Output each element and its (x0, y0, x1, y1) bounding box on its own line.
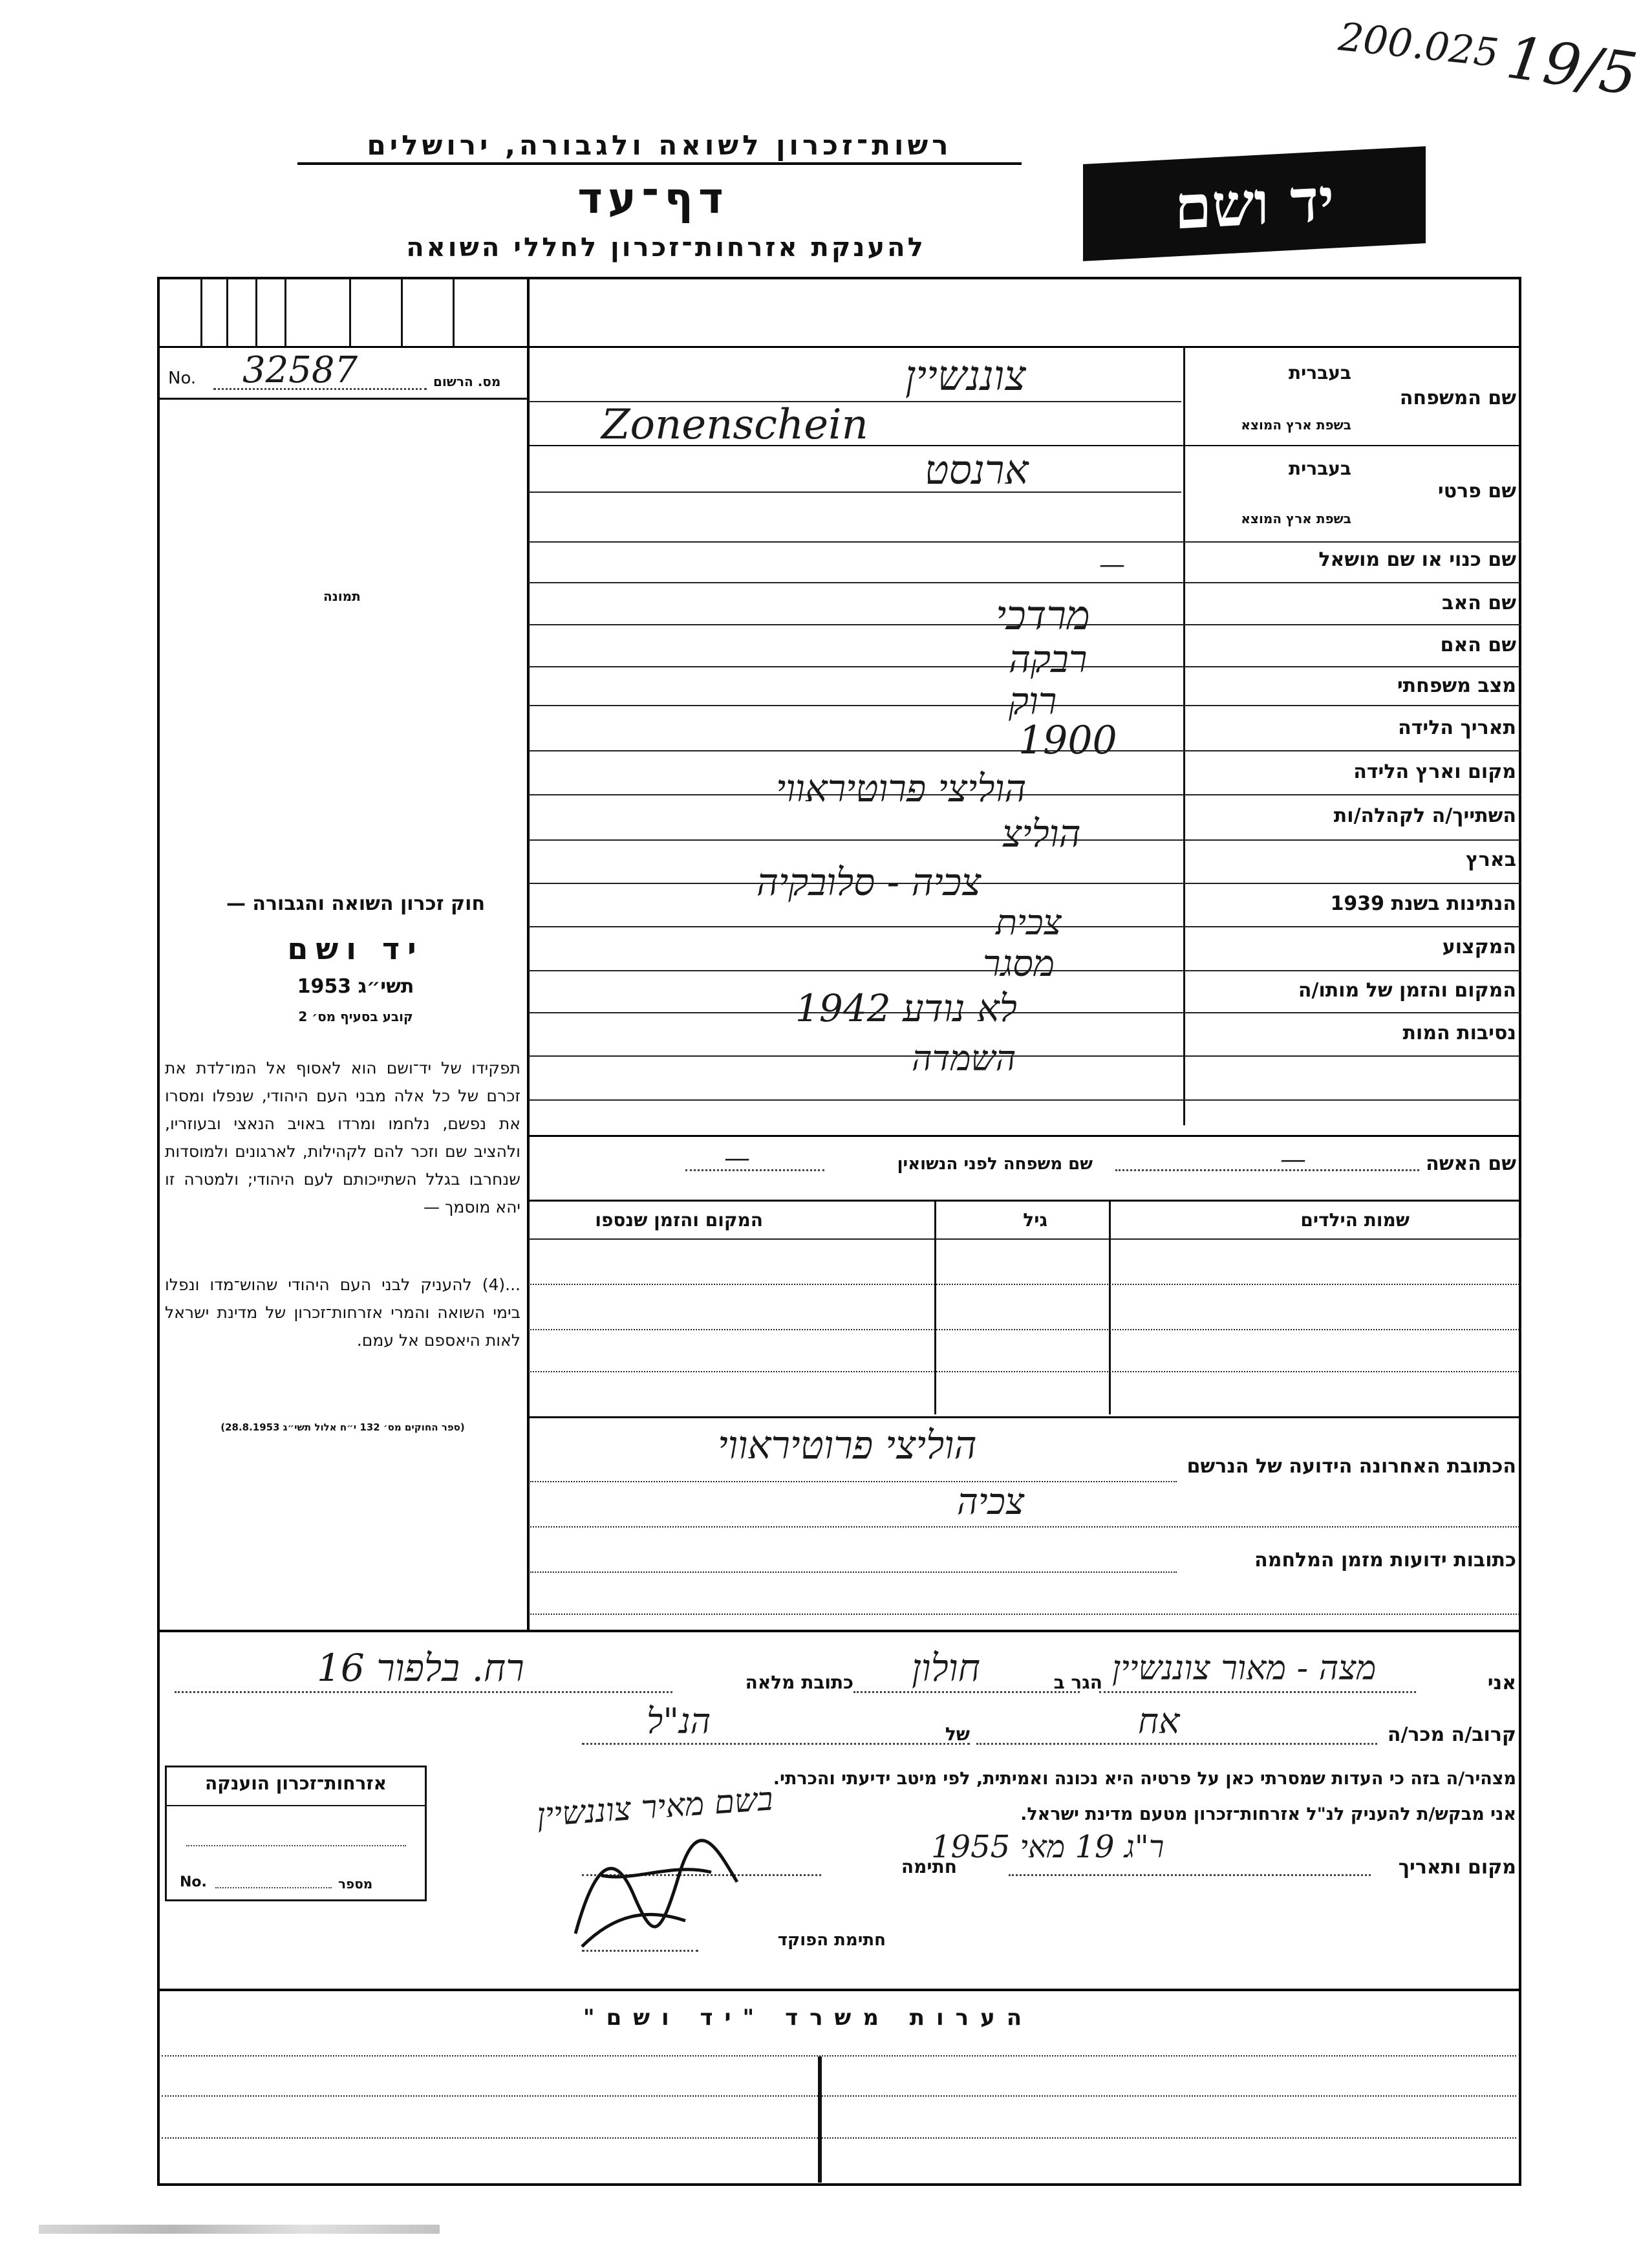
law-paragraph-2: ...(4) להעניק לבני העם היהודי שהוש־מדו ונפלו בימי השואה והמרי אזרחות־זכרון של מדינת ישראל לאות היאספם אל עמם. (165, 1275, 520, 1350)
row-line (528, 582, 1521, 583)
death-circumstances-label: נסיבות המות (1402, 1022, 1516, 1044)
nickname-value: — (1099, 550, 1125, 579)
community-label: השתייך/ה לקהלה/ות (1333, 805, 1516, 827)
notes-line (162, 2137, 1516, 2139)
declarant-street: רח. בלפור 16 (317, 1646, 524, 1690)
row-line (528, 1099, 1521, 1101)
declaration-text: מצהיר/ה בזה כי העדות שמסרתי כאן על פרטיה היא נכונה ואמיתית, לפי מיטב ידיעתי והכרתי. (773, 1769, 1516, 1789)
declarant-name: מצה - מאור צוננשיין (1112, 1649, 1377, 1688)
surname-country-label: בשפת ארץ המוצא (1241, 417, 1351, 433)
row-line (157, 1989, 1521, 1991)
relation-value: אח (1138, 1701, 1180, 1742)
country-label: בארץ (1465, 848, 1516, 871)
address-line (530, 1481, 1177, 1482)
row-line (528, 1371, 1521, 1372)
address-line (530, 1526, 1519, 1528)
firstname-label: שם פרטי (1437, 480, 1516, 502)
relation-of-dots (582, 1743, 970, 1745)
registration-label: מס. הרשום (433, 374, 501, 389)
label-column-divider (1183, 346, 1185, 1125)
row-line (528, 1238, 1521, 1240)
registration-bottom (157, 398, 528, 400)
place-date-label: מקום ותאריך (1398, 1856, 1516, 1879)
row-line (528, 1055, 1521, 1057)
registration-no-label: No. (168, 369, 197, 388)
wife-dots (1115, 1169, 1419, 1171)
relation-label: קרוב/ה מכר/ה (1387, 1723, 1516, 1746)
row-line (528, 1329, 1521, 1330)
citizenship-value: צכית (996, 902, 1062, 943)
citizenship-granted-title: אזרחות־זכרון הוענקה (205, 1773, 387, 1794)
row-line (528, 491, 1181, 493)
birthplace-label: מקום וארץ הלידה (1353, 761, 1516, 783)
country-value: צכיה - סלובקיה (756, 860, 981, 904)
surname-label: שם המשפחה (1399, 387, 1516, 409)
death-place-time-label: המקום והזמן של מותו/ה (1298, 979, 1516, 1002)
death-place-time-value: לא נודע 1942 (795, 986, 1017, 1030)
row-line (528, 1284, 1521, 1285)
birthdate-label: תאריך הלידה (1398, 717, 1516, 739)
row-line (528, 1012, 1521, 1013)
officer-signature-dots (582, 1950, 698, 1952)
left-column-divider (527, 278, 530, 1630)
citizenship-1939-label: הנתינות בשנת 1939 (1330, 892, 1516, 915)
firstname-country-label: בשפת ארץ המוצא (1241, 511, 1351, 526)
law-paragraph-1: תפקידו של יד־ושם הוא לאסוף אל המו־לדת את זכרם של כל אלה מבני העם היהודי, שנפלו ומסרו את נפשם, נלחמו ומרדו באויב הנאצי ובעוזריו, ולהציב שם וזכר להם לקהילות, לארגונים ולמוסדות שנחרבו בגלל השתייכותם לעם היהודי; ולמטרה זו יהא מוסמך — (165, 1059, 520, 1216)
birthplace-value: הוליצי פרוטיראווי (776, 766, 1027, 810)
officer-signature-label: חתימת הפוקד (777, 1930, 886, 1950)
row-line (528, 883, 1521, 884)
law-section: קובע בסעיף מס׳ 2 (298, 1009, 413, 1024)
top-strip-tick (200, 278, 202, 346)
declarant-signature (556, 1837, 769, 1960)
place-date-value: ר"ג 19 מאי 1955 (931, 1829, 1164, 1865)
firstname-hebrew-label: בעברית (1288, 458, 1351, 479)
maiden-dots (685, 1169, 824, 1171)
corner-archive-number: 200.025 (1336, 14, 1501, 76)
citizenship-number-label: מספר (338, 1876, 373, 1892)
last-address-line2: צכיה (957, 1481, 1025, 1523)
surname-hebrew-value: צוננשיין (905, 352, 1026, 400)
maiden-name-label: שם משפחה לפני הנשואין (897, 1154, 1093, 1174)
law-footnote: (ספר החוקים מס׳ 132 י״ח אלול תשי״ג 28.8.1953) (220, 1421, 465, 1433)
relation-of-label: של (945, 1723, 970, 1745)
last-address-label: הכתובת האחרונה הידועה של הנרשם (1186, 1455, 1516, 1478)
citizenship-no-label: No. (180, 1874, 207, 1890)
place-date-dots (1009, 1874, 1371, 1876)
children-col-divider (1109, 1201, 1111, 1414)
top-strip-tick (401, 278, 403, 346)
notes-line (162, 2095, 1516, 2097)
nickname-label: שם כנוי או שם מושאל (1318, 548, 1516, 571)
row-line (157, 1630, 1521, 1632)
declarant-resident-label: הגר ב (1053, 1672, 1102, 1693)
relation-dots (976, 1743, 1377, 1745)
top-strip-tick (284, 278, 286, 346)
row-line (528, 1135, 1521, 1137)
surname-latin-value: Zonenschein (601, 401, 868, 449)
wife-label: שם האשה (1426, 1152, 1516, 1175)
maiden-name-value: — (724, 1143, 750, 1173)
top-strip-tick (226, 278, 228, 346)
corner-mark: 19/5 (1502, 23, 1641, 109)
firstname-hebrew-value: ארנסט (925, 446, 1029, 493)
wartime-address-label: כתובות ידועות מזמן המלחמה (1254, 1549, 1516, 1571)
authority-heading: רשות־זכרון לשואה ולגבורה, ירושלים (297, 129, 1022, 165)
top-strip-bottom (157, 346, 1521, 348)
form-subtitle: להענקת אזרחות־זכרון לחללי השואה (406, 233, 926, 263)
yad-vashem-logo (1083, 146, 1426, 261)
address-line (530, 1614, 1519, 1615)
top-strip-tick (255, 278, 257, 346)
mother-label: שם האם (1440, 634, 1516, 656)
children-age-header: גיל (1023, 1209, 1047, 1231)
community-value: הוליצ (1002, 812, 1081, 856)
birthdate-value: 1900 (1018, 718, 1117, 763)
logo-text: יד ושם (1174, 164, 1335, 243)
wife-value: — (1280, 1145, 1306, 1174)
marital-status-label: מצב משפחתי (1397, 675, 1516, 697)
law-year: תשי״ג 1953 (297, 975, 414, 998)
request-text: אני מבקש/ת להעניק לנ"ל אזרחות־זכרון מטעם מדינת ישראל. (1020, 1804, 1516, 1824)
notes-divider (818, 2057, 822, 2183)
photo-label: תמונה (323, 589, 361, 604)
relation-of-value: הנ"ל (647, 1701, 711, 1742)
mother-value: רבקה (1009, 637, 1088, 681)
profession-label: המקצוע (1442, 936, 1516, 958)
top-strip-tick (453, 278, 455, 346)
profession-value: מסגר (983, 943, 1055, 985)
children-place-header: המקום והזמן שנספו (595, 1209, 763, 1231)
row-line (528, 541, 1521, 543)
signature-label: חתימה (901, 1856, 957, 1877)
row-line (528, 1200, 1521, 1202)
children-col-divider (934, 1201, 936, 1414)
law-name: יד ושם (287, 931, 424, 966)
office-notes-heading: הערות משרד "יד ושם" (583, 2005, 1034, 2031)
on-behalf-note: בשם מאיר צוננשיין (535, 1780, 775, 1834)
address-dots (175, 1691, 672, 1693)
address-line (530, 1571, 1177, 1573)
full-address-label: כתובת מלאה (745, 1672, 853, 1693)
row-line (528, 1416, 1521, 1418)
form-title: דף־עד (577, 173, 729, 223)
top-strip-tick (349, 278, 351, 346)
city-dots (853, 1691, 1080, 1693)
declarant-city: חולון (912, 1646, 980, 1690)
registration-number: 32587 (242, 349, 358, 391)
marital-status-value: רוק (1009, 679, 1057, 723)
last-address-line1: הוליצי פרוטיראווי (718, 1423, 977, 1468)
father-label: שם האב (1442, 592, 1516, 614)
citizenship-granted-box (165, 1766, 427, 1901)
declarant-me-label: אני (1487, 1672, 1516, 1694)
children-names-header: שמות הילדים (1300, 1209, 1410, 1231)
declarant-dots (1099, 1691, 1416, 1693)
death-circumstances-value: השמדה (912, 1038, 1016, 1079)
notes-line (162, 2055, 1516, 2057)
surname-hebrew-label: בעברית (1288, 362, 1351, 383)
law-title: חוק זכרון השואה והגבורה — (226, 892, 486, 915)
father-value: מרדכי (996, 592, 1090, 639)
scan-artifact (39, 2225, 440, 2234)
